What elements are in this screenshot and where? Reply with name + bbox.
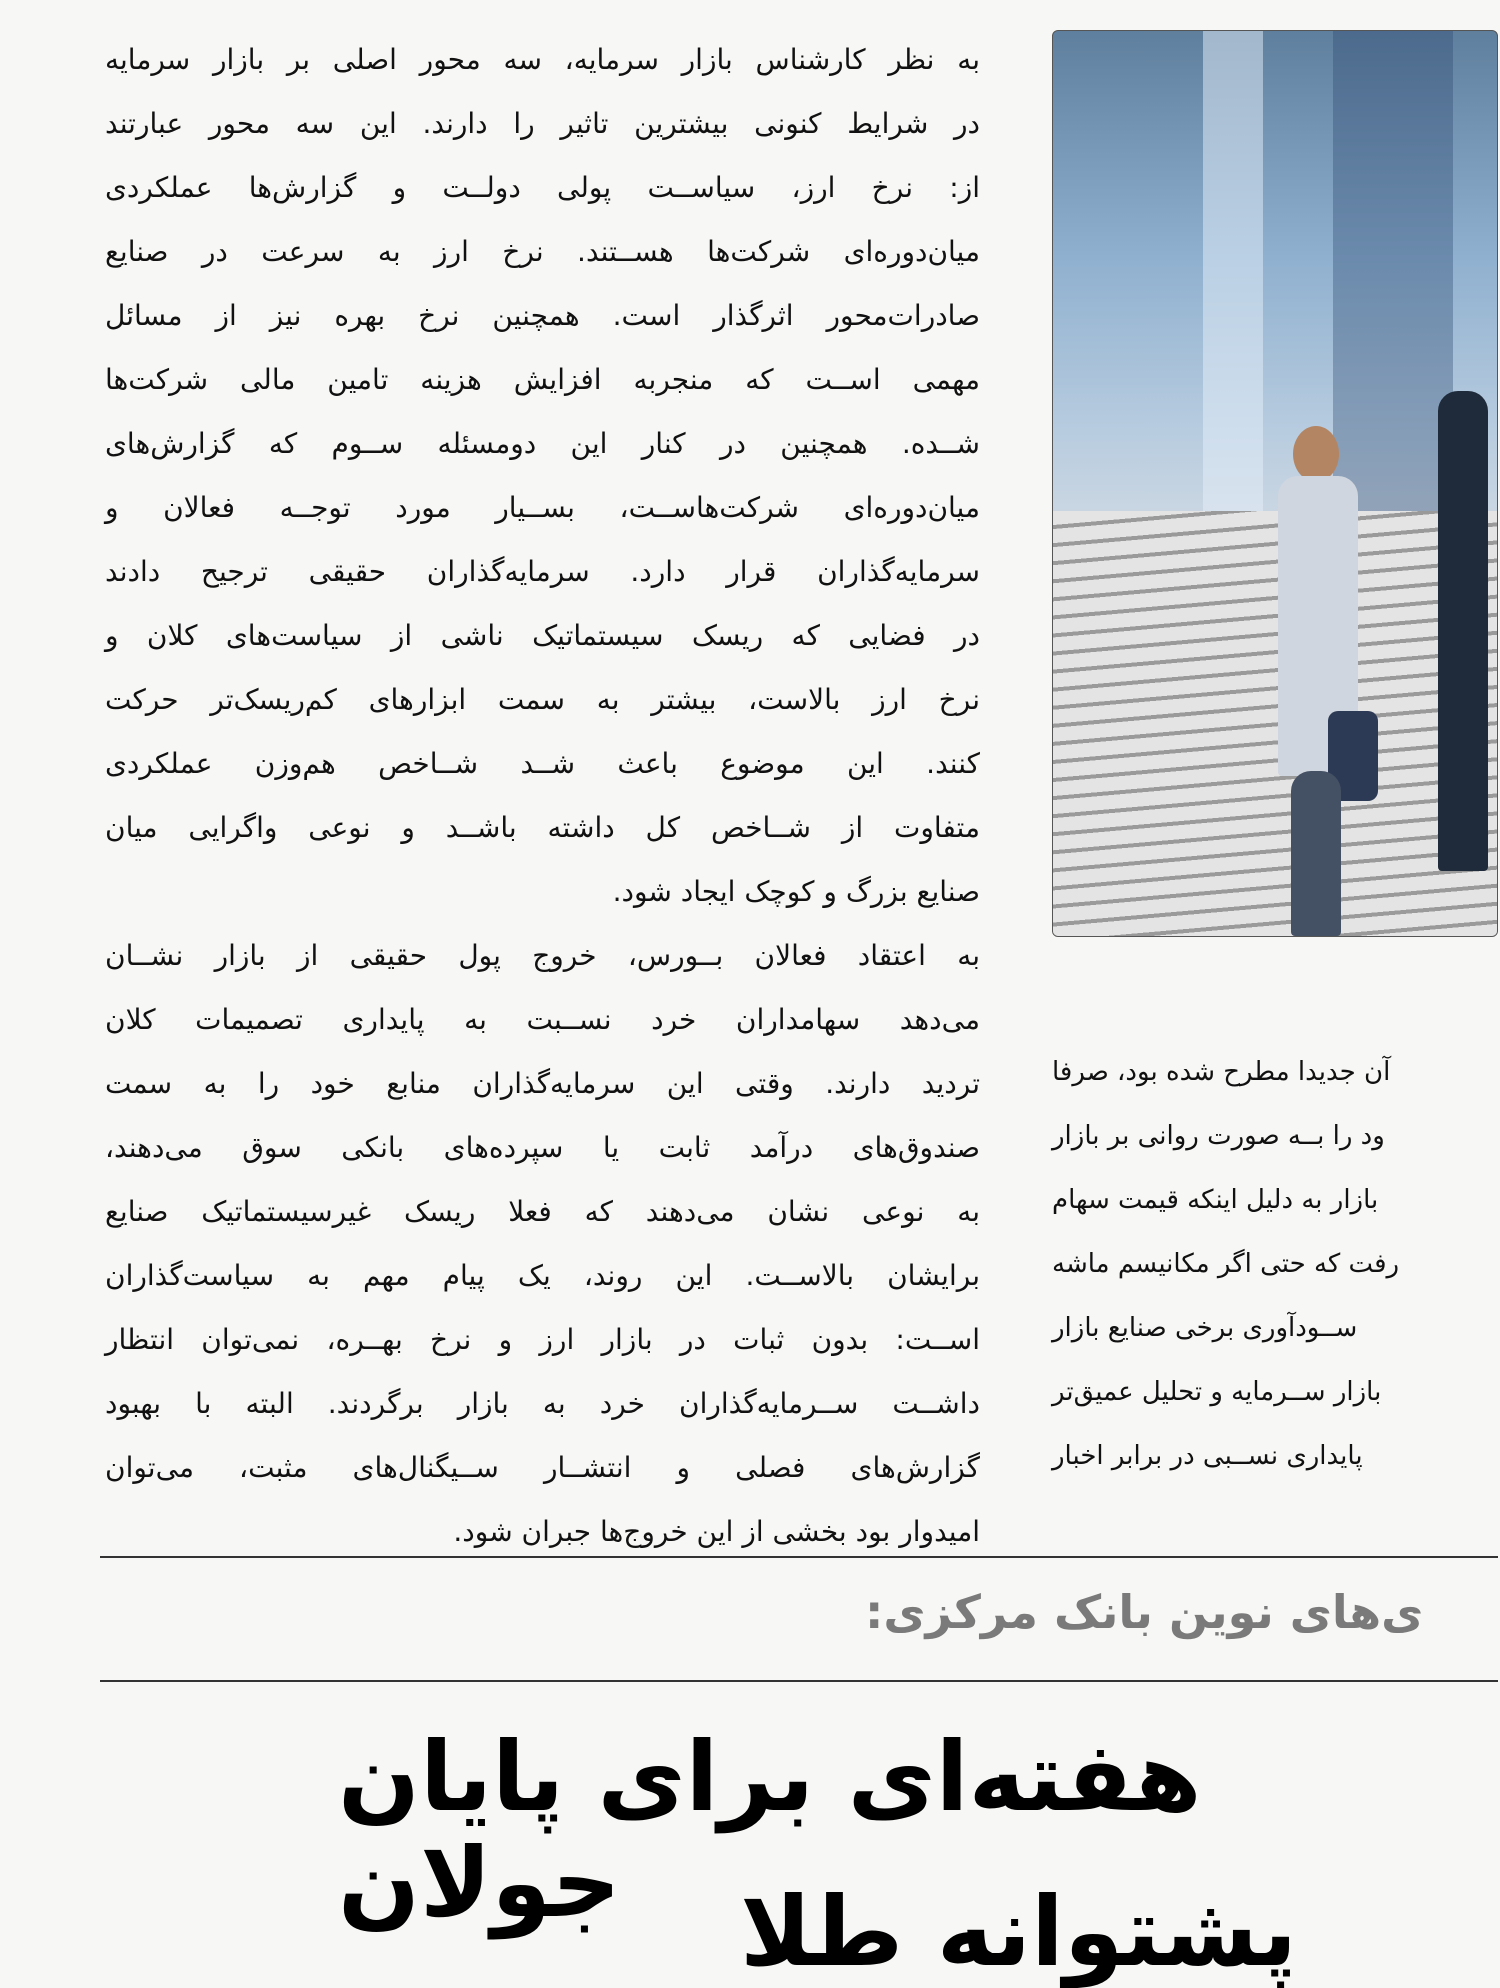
article-right-column [1052, 1040, 1492, 1488]
headline-line-1: هفته‌ای برای پایان جولان [338, 1721, 1202, 1939]
text-line: می‌دهد سهامداران خرد نســبت به پایداری تصمیمات کلان [105, 1003, 980, 1036]
text-line: کنند. این موضوع باعث شــد شــاخص هم‌وزن عملکردی [105, 747, 980, 780]
person [1438, 391, 1488, 871]
text-line: به نوعی نشان می‌دهند که فعلا ریسک غیرسیستماتیک صنایع [105, 1195, 980, 1228]
text-line: بازار ســرمایه و تحلیل عمیق‌تر [1052, 1377, 1382, 1407]
text-line: شــده. همچنین در کنار این دومسئله ســوم که گزارش‌های [105, 427, 980, 460]
text-line: از: نرخ ارز، سیاســت پولی دولــت و گزارش‌ها عملکردی [105, 171, 980, 204]
text-line: بازار به دلیل اینکه قیمت سهام [1052, 1185, 1379, 1215]
text-line: گزارش‌های فصلی و انتشــار ســیگنال‌های مثبت، می‌توان [105, 1451, 980, 1484]
story-kicker: ی‌های نوین بانک مرکزی: [865, 1585, 1424, 1639]
text-line: سرمایه‌گذاران قرار دارد. سرمایه‌گذاران حقیقی ترجیح دادند [105, 555, 980, 588]
article-photo [1052, 30, 1498, 937]
text-line: برایشان بالاســت. این روند، یک پیام مهم به سیاست‌گذاران [105, 1259, 980, 1292]
text-line: نرخ ارز بالاست، بیشتر به سمت ابزارهای کم‌ریسک‌تر حرکت [105, 683, 980, 716]
divider [100, 1680, 1498, 1682]
text-line: اســت: بدون ثبات در بازار ارز و نرخ بهــره، نمی‌توان انتظار [105, 1323, 980, 1356]
headline-line-2: پشتوانه طلا [740, 1876, 1298, 1988]
person-head [1293, 426, 1339, 482]
text-line: در فضایی که ریسک سیستماتیک ناشی از سیاست‌های کلان و [105, 619, 980, 652]
article-left-column [105, 28, 980, 1564]
text-line: به اعتقاد فعالان بــورس، خروج پول حقیقی از بازار نشــان [105, 939, 980, 972]
text-line: در شرایط کنونی بیشترین تاثیر را دارند. این سه محور عبارتند [105, 107, 980, 140]
text-line: آن جدیدا مطرح شده بود، صرفا [1052, 1057, 1391, 1087]
text-line: امیدوار بود بخشی از این خروج‌ها جبران شود. [453, 1515, 980, 1548]
text-line: تردید دارند. وقتی این سرمایه‌گذاران منابع خود را به سمت [105, 1067, 980, 1100]
text-line: داشــت ســرمایه‌گذاران خرد به بازار برگردند. البته با بهبود [105, 1387, 980, 1420]
person-legs [1291, 771, 1341, 936]
stairs [1053, 511, 1497, 936]
text-line: میان‌دوره‌ای شرکت‌ها هســتند. نرخ ارز به سرعت در صنایع [105, 235, 980, 268]
text-line: مهمی اســت که منجربه افزایش هزینه تامین مالی شرکت‌ها [105, 363, 980, 396]
text-line: متفاوت از شــاخص کل داشته باشــد و نوعی واگرایی میان [105, 811, 980, 844]
text-line: صادرات‌محور اثرگذار است. همچنین نرخ بهره نیز از مسائل [105, 299, 980, 332]
text-line: پایداری نســبی در برابر اخبار [1052, 1441, 1363, 1471]
text-line: صنایع بزرگ و کوچک ایجاد شود. [612, 875, 980, 908]
divider [100, 1556, 1498, 1558]
text-line: رفت که حتی اگر مکانیسم ماشه [1052, 1249, 1400, 1279]
text-line: صندوق‌های درآمد ثابت یا سپرده‌های بانکی سوق می‌دهند، [105, 1131, 980, 1164]
text-line: ود را بــه صورت روانی بر بازار [1052, 1121, 1385, 1151]
text-line: ســودآوری برخی صنایع بازار [1052, 1313, 1358, 1343]
text-line: میان‌دوره‌ای شرکت‌هاســت، بســیار مورد توجــه فعالان و [105, 491, 980, 524]
text-line: به نظر کارشناس بازار سرمایه، سه محور اصلی بر بازار سرمایه [105, 43, 980, 76]
